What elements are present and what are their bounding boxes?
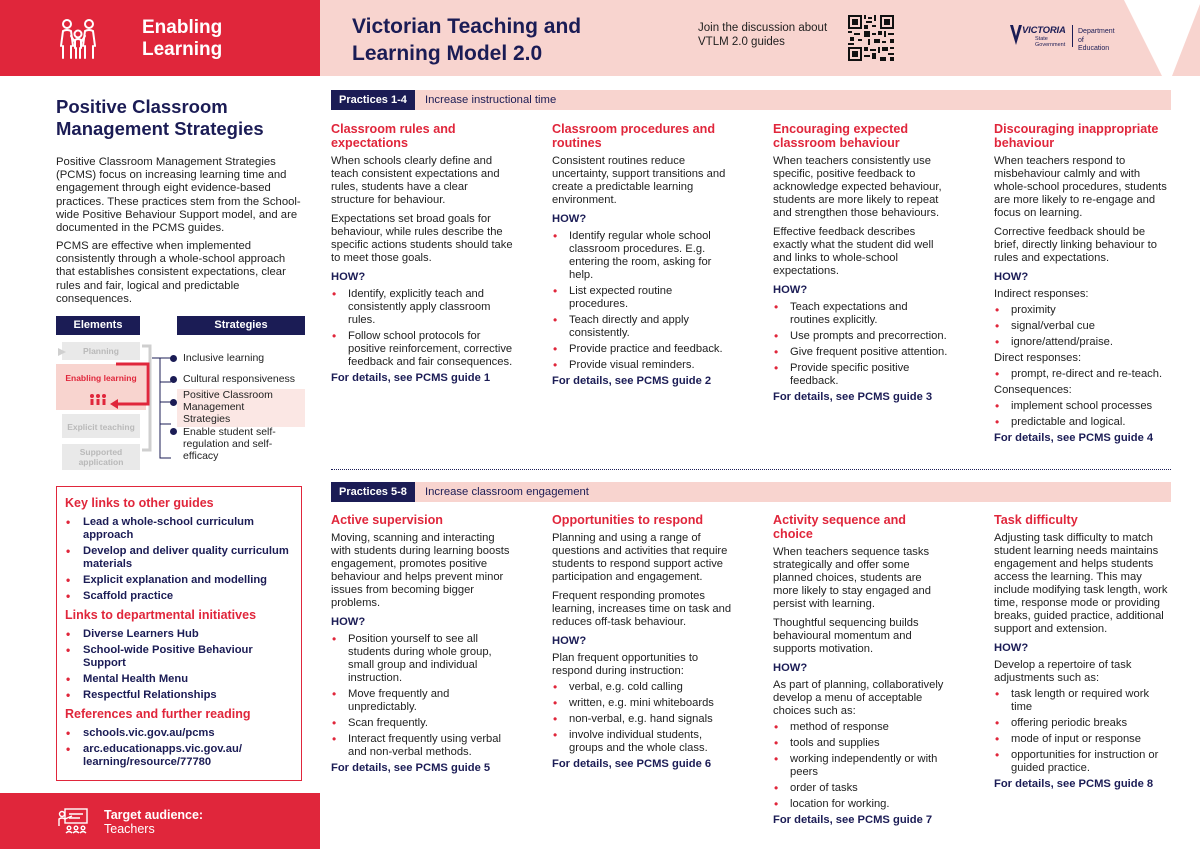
strategy-bullet (170, 376, 177, 383)
pcms-guide-link[interactable]: For details, see PCMS guide 4 (994, 432, 1154, 444)
band-text: Increase instructional time (425, 94, 557, 106)
pcms-guide-link[interactable]: For details, see PCMS guide 6 (552, 758, 712, 770)
practice-bullets (552, 230, 734, 372)
key-link-item[interactable]: • Scaffold practice (65, 590, 293, 603)
join-line2: VTLM 2.0 guides (698, 36, 785, 48)
how-label: HOW? (773, 662, 808, 674)
practice-bullet: • proximity (994, 304, 1170, 317)
elements-header: Elements (56, 316, 140, 335)
practice-column (773, 513, 949, 827)
strategy-bullet (170, 355, 177, 362)
enabling-learning-icon (90, 394, 106, 405)
header-corner-decoration (1124, 0, 1200, 76)
strategy-inclusive-learning: Inclusive learning (183, 352, 265, 364)
practice-bullet: • predictable and logical. (994, 416, 1170, 429)
how-label: HOW? (331, 271, 366, 283)
practice-paragraph: Consistent routines reduce uncertainty, support transitions and create a predictable learning environment. (552, 155, 726, 206)
practice-paragraph: When teachers sequence tasks strategically and offer some planned choices, students are more likely to stay engaged and persist with learning. (773, 546, 931, 610)
pcms-guide-link[interactable]: For details, see PCMS guide 3 (773, 391, 933, 403)
target-audience-footer (0, 793, 320, 849)
practice-bullet: • Move frequently and unpredictably. (331, 688, 511, 714)
join-discussion-text (698, 21, 827, 49)
practice-title: Active supervision (331, 513, 443, 527)
strategy-bullet (170, 428, 177, 435)
practice-bullet: • working independently or with peers (773, 753, 949, 779)
practice-column (994, 122, 1170, 445)
practice-bullet: • prompt, re-direct and re-teach. (994, 368, 1170, 381)
practice-bullet: • method of response (773, 721, 949, 734)
practice-bullet: • Use prompts and precorrection. (773, 330, 949, 343)
people-icon (56, 16, 100, 60)
practice-column (994, 513, 1170, 791)
practice-bullets (331, 288, 513, 369)
practice-paragraph: When teachers respond to misbehaviour calmly and with whole-school procedures, students are more likely to re-engage and focus on learning. (994, 155, 1167, 219)
element-explicit-teaching: Explicit teaching (67, 422, 135, 432)
target-audience-label: Target audience: (104, 808, 204, 822)
how-label: HOW? (994, 271, 1029, 283)
practice-bullet: • Give frequent positive attention. (773, 346, 949, 359)
references-list (65, 727, 293, 769)
intro-paragraph-1: Positive Classroom Management Strategies (PCMS) focus on increasing learning time and engagement through eight evidence-based practices. These practices stem from the School-wide Positive Behaviour Support model, and are documented in the PCMS guides. (56, 156, 301, 235)
practice-column (773, 122, 949, 404)
strategy-self-regulation: Enable student self-regulation and self-efficacy (183, 426, 276, 462)
practice-lead: Develop a repertoire of task adjustments such as: (994, 659, 1132, 684)
practice-paragraph: Thoughtful sequencing builds behavioural momentum and supports motivation. (773, 617, 919, 655)
practice-title: Classroom rules and expectations (331, 122, 456, 150)
practice-title: Opportunities to respond (552, 513, 704, 527)
intro-paragraph-2: PCMS are effective when implemented consistently through a whole-school approach that establishes consistent expectations, clear rules and fair, logical and predictable consequences. (56, 240, 286, 305)
dept-link-item[interactable]: • Mental Health Menu (65, 673, 293, 686)
practice-paragraph: When teachers consistently use specific, positive feedback to acknowledge expected behaviour, students are more likely to repeat and strengthen those behaviours. (773, 155, 942, 219)
practice-bullet: • List expected routine procedures. (552, 285, 734, 311)
practice-paragraph: Moving, scanning and interacting with students during learning boosts engagement, promotes positive behaviour and helps prevent minor issues from becoming bigger problems. (331, 532, 510, 609)
references-heading: References and further reading (65, 707, 251, 721)
key-links-heading: Key links to other guides (65, 496, 214, 510)
section-title-line2: Management Strategies (56, 118, 264, 139)
practice-title: Encouraging expected classroom behaviour (773, 122, 909, 150)
key-links-box (56, 486, 302, 781)
section-divider (331, 469, 1171, 470)
how-label: HOW? (552, 635, 587, 647)
victoria-logo-mark-icon (1010, 25, 1022, 47)
brand-title-line2: Learning (142, 39, 223, 60)
page-title-line2: Learning Model 2.0 (352, 42, 543, 65)
band-tag: Practices 1-4 (331, 90, 415, 110)
practice-bullet: • non-verbal, e.g. hand signals (552, 713, 734, 726)
response-group-label: Direct responses: (994, 352, 1082, 364)
header-brand-panel (0, 0, 320, 76)
how-label: HOW? (552, 213, 587, 225)
dept-link-item[interactable]: • Diverse Learners Hub (65, 628, 293, 641)
band-tag: Practices 5-8 (331, 482, 415, 502)
practice-bullet: • ignore/attend/praise. (994, 336, 1170, 349)
practice-paragraph: Frequent responding promotes learning, increases time on task and reduces off-task behaviour. (552, 590, 732, 628)
practice-paragraph: Corrective feedback should be brief, directly linking behaviour to rules and expectations. (994, 226, 1157, 264)
practice-bullet: • Identify, explicitly teach and consistently apply classroom rules. (331, 288, 513, 327)
practice-title: Discouraging inappropriate behaviour (994, 122, 1159, 150)
strategy-cultural-responsiveness: Cultural responsiveness (183, 373, 296, 385)
department-of-education-text (1078, 28, 1115, 54)
page-title (352, 13, 581, 67)
reference-link[interactable]: • schools.vic.gov.au/pcms (65, 727, 293, 740)
victoria-logo-sub1: State (1035, 36, 1048, 42)
practice-bullet: • tools and supplies (773, 737, 949, 750)
brand-title (142, 17, 222, 61)
key-links-list (65, 516, 293, 603)
practice-bullet: • task length or required work time (994, 688, 1170, 714)
practice-paragraph: Effective feedback describes exactly what the student did well and links to whole-school expectations. (773, 226, 934, 277)
practice-paragraph: Planning and using a range of questions and activities that require students to respond support active participation and engagement. (552, 532, 728, 583)
practice-bullet: • Teach expectations and routines explicitly. (773, 301, 949, 327)
practice-bullet: • Teach directly and apply consistently. (552, 314, 734, 340)
dept-link-item[interactable]: • Respectful Relationships (65, 689, 293, 702)
practice-bullet: • Provide specific positive feedback. (773, 362, 949, 388)
practice-title: Classroom procedures and routines (552, 122, 716, 150)
section-title-line1: Positive Classroom (56, 96, 228, 117)
practices-5-8-band (331, 482, 1171, 502)
practice-column (331, 513, 511, 775)
practice-bullet: • Provide practice and feedback. (552, 343, 734, 356)
element-supported-application: Supported application (78, 447, 124, 467)
pcms-guide-link[interactable]: For details, see PCMS guide 8 (994, 778, 1154, 790)
practice-bullet: • signal/verbal cue (994, 320, 1170, 333)
practice-paragraph: When schools clearly define and teach consistent expectations and rules, students have a clear structure for behaviour. (331, 155, 500, 206)
strategy-pcms: Positive Classroom Management Strategies (183, 389, 273, 425)
practice-bullet: • written, e.g. mini whiteboards (552, 697, 734, 710)
practice-bullet: • Provide visual reminders. (552, 359, 734, 372)
element-enabling-learning: Enabling learning (65, 373, 137, 383)
practice-bullets (994, 400, 1170, 429)
page-title-line1: Victorian Teaching and (352, 15, 582, 38)
victoria-logo-text: VICTORIA (1022, 25, 1066, 36)
qr-code-icon[interactable] (848, 15, 894, 61)
practice-bullets (331, 633, 511, 759)
practice-bullets (773, 721, 949, 811)
practice-bullet: • order of tasks (773, 782, 949, 795)
practice-lead: As part of planning, collaboratively develop a menu of acceptable choices such as: (773, 679, 944, 717)
header-title-panel (320, 0, 1200, 76)
elements-strategies-diagram (56, 316, 306, 472)
practice-bullet: • location for working. (773, 798, 949, 811)
logo-divider (1072, 25, 1073, 47)
key-link-item[interactable]: • Develop and deliver quality curriculum materials (65, 545, 293, 571)
practice-column (552, 122, 734, 388)
practice-bullet: • verbal, e.g. cold calling (552, 681, 734, 694)
practice-lead: Plan frequent opportunities to respond during instruction: (552, 652, 699, 677)
practice-paragraph: Expectations set broad goals for behaviour, while rules describe the specific actions students should take to meet those goals. (331, 213, 513, 264)
practice-column (331, 122, 513, 385)
practices-1-4-band (331, 90, 1171, 110)
dept-line1: Department (1078, 28, 1115, 35)
practice-column (552, 513, 734, 771)
target-audience-value: Teachers (104, 822, 155, 836)
practice-bullet: • Scan frequently. (331, 717, 511, 730)
practice-paragraph: Adjusting task difficulty to match student learning needs maintains engagement and helps students access the learning. This may include modifying task length, work time, response mode or providing breaks, guided practice, additional support and extension. (994, 532, 1168, 635)
key-link-item[interactable]: • Explicit explanation and modelling (65, 574, 293, 587)
practice-bullet: • implement school processes (994, 400, 1170, 413)
practice-bullet: • opportunities for instruction or guided practice. (994, 749, 1170, 775)
pcms-guide-link[interactable]: For details, see PCMS guide 7 (773, 814, 933, 826)
practice-bullets (552, 681, 734, 755)
practice-bullets (994, 368, 1170, 381)
response-group-label: Indirect responses: (994, 288, 1089, 300)
practice-bullets (994, 688, 1170, 775)
practice-bullet: • involve individual students, groups and the whole class. (552, 729, 734, 755)
dept-link-item[interactable]: • School-wide Positive Behaviour Support (65, 644, 293, 670)
practice-title: Task difficulty (994, 513, 1078, 527)
brand-title-line1: Enabling (142, 17, 223, 38)
practice-title: Activity sequence and choice (773, 513, 906, 541)
practice-bullet: • mode of input or response (994, 733, 1170, 746)
practice-bullets (994, 304, 1170, 349)
section-title (56, 96, 311, 140)
reference-link[interactable]: • arc.educationapps.vic.gov.au/ learning/resource/77780 (65, 743, 293, 769)
dept-links-list (65, 628, 293, 702)
teacher-presentation-icon (58, 808, 88, 834)
how-label: HOW? (331, 616, 366, 628)
dept-links-heading: Links to departmental initiatives (65, 608, 257, 622)
how-label: HOW? (773, 284, 808, 296)
pcms-guide-link[interactable]: For details, see PCMS guide 1 (331, 372, 491, 384)
victoria-logo-subtext (1035, 36, 1065, 48)
element-planning: Planning (83, 346, 119, 356)
practice-bullet: • Follow school protocols for positive reinforcement, corrective feedback and fair consequences. (331, 330, 513, 369)
strategies-header: Strategies (177, 316, 305, 335)
practice-bullet: • offering periodic breaks (994, 717, 1170, 730)
victoria-logo-sub2: Government (1035, 42, 1066, 48)
practice-bullets (773, 301, 949, 388)
practice-bullet: • Identify regular whole school classroom procedures. E.g. entering the room, asking for help. (552, 230, 734, 282)
dept-line2: of Education (1078, 36, 1110, 52)
practice-bullet: • Position yourself to see all students during whole group, small group and individual instruction. (331, 633, 511, 685)
join-line1: Join the discussion about (698, 22, 828, 34)
key-link-item[interactable]: • Lead a whole-school curriculum approach (65, 516, 293, 542)
band-text: Increase classroom engagement (425, 486, 589, 498)
pcms-guide-link[interactable]: For details, see PCMS guide 5 (331, 762, 491, 774)
practice-bullet: • Interact frequently using verbal and non-verbal methods. (331, 733, 511, 759)
response-group-label: Consequences: (994, 384, 1072, 396)
pcms-guide-link[interactable]: For details, see PCMS guide 2 (552, 375, 712, 387)
strategy-bullet (170, 399, 177, 406)
how-label: HOW? (994, 642, 1029, 654)
